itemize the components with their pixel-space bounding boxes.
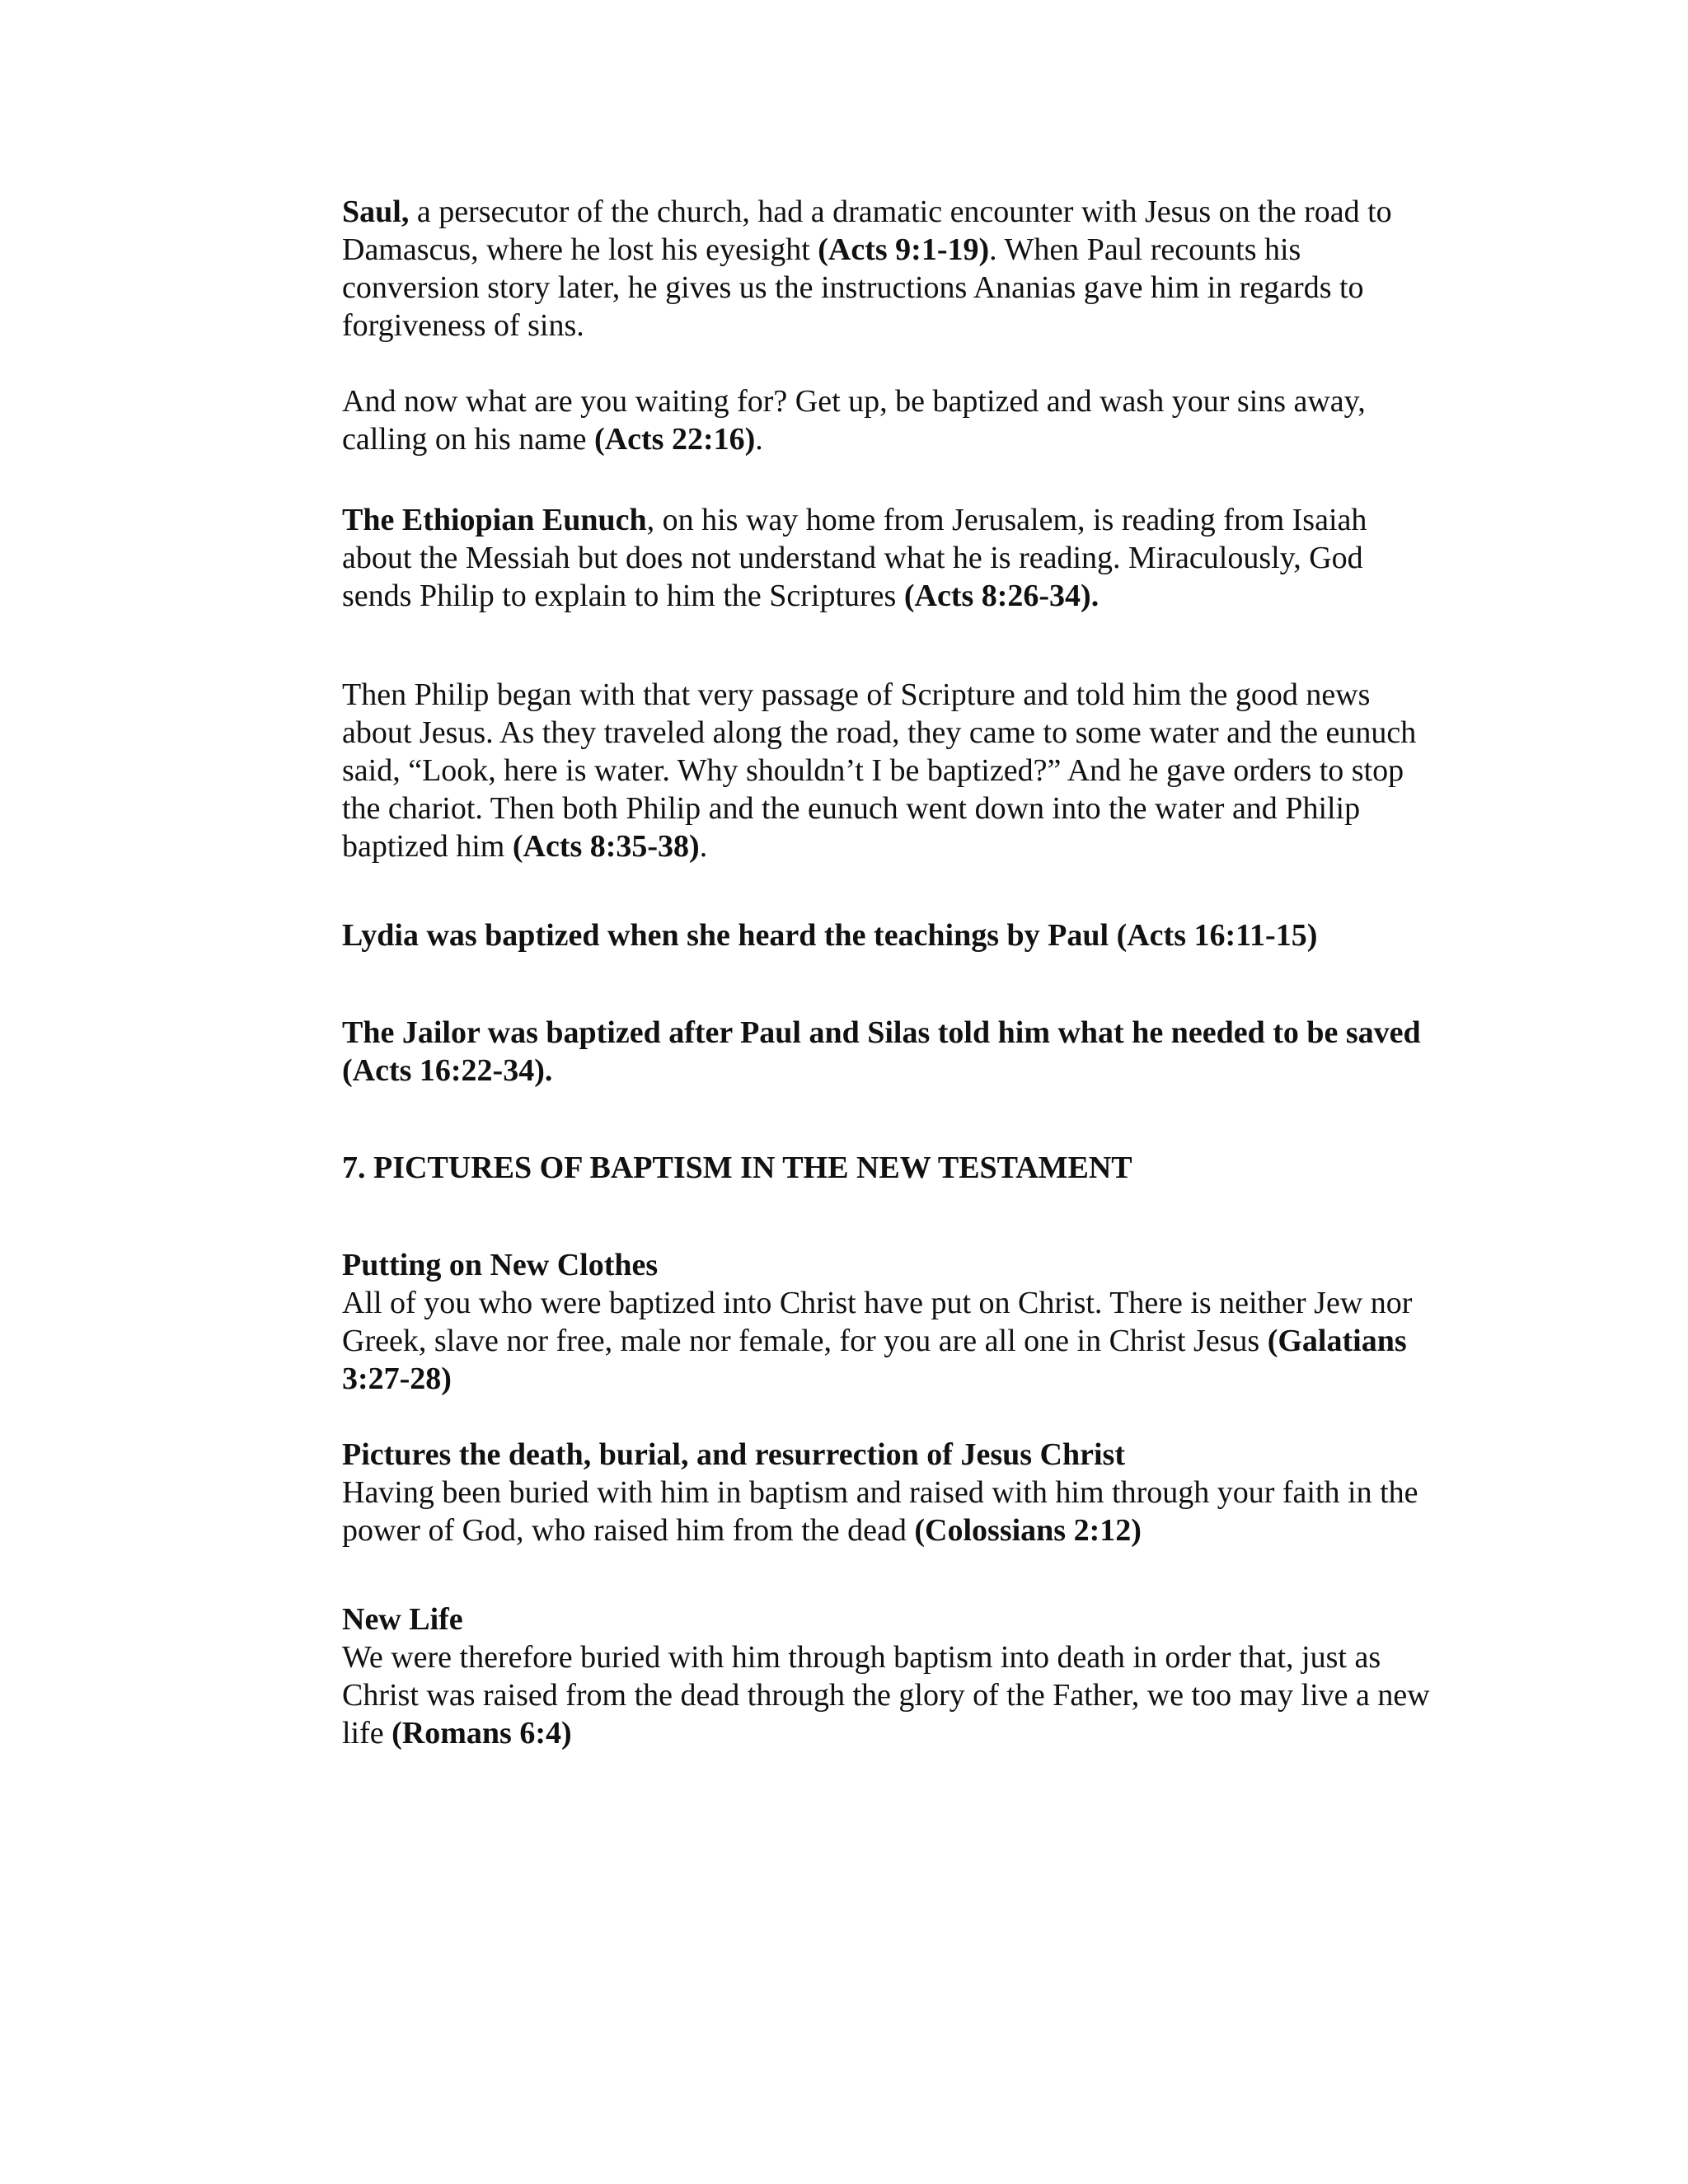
ananias-quote-paragraph — [342, 382, 1430, 458]
philip-quote-paragraph — [342, 676, 1430, 865]
document-body — [342, 193, 1430, 1752]
new-life-text: We were therefore buried with him through baptism into death in order that, just as Christ was raised from the dead through the glory of the Father, we too may live a new life — [342, 1640, 1430, 1750]
eunuch-name: The Ethiopian Eunuch — [342, 503, 647, 537]
philip-quote-reference: (Acts 8:35-38) — [512, 829, 700, 864]
clothes-heading: Putting on New Clothes — [342, 1248, 659, 1282]
saul-paragraph — [342, 193, 1430, 344]
death-burial-section — [342, 1436, 1430, 1549]
saul-text-2: . When Paul recounts his conversion story later, he gives us the instructions Ananias gave him in regards to forgiveness of sins. — [342, 232, 1364, 343]
ananias-quote-text: And now what are you waiting for? Get up, be baptized and wash your sins away, calling on his name — [342, 384, 1366, 457]
jailor-statement: The Jailor was baptized after Paul and Silas told him what he needed to be saved (Acts 16:22-34). — [342, 1015, 1421, 1088]
death-burial-paragraph — [342, 1474, 1430, 1549]
clothes-reference: (Galatians 3:27-28) — [342, 1324, 1407, 1396]
new-life-section — [342, 1601, 1430, 1752]
death-burial-heading: Pictures the death, burial, and resurrection of Jesus Christ — [342, 1437, 1125, 1472]
death-burial-reference: (Colossians 2:12) — [914, 1513, 1142, 1548]
new-life-heading: New Life — [342, 1602, 463, 1637]
clothes-section — [342, 1246, 1430, 1398]
philip-quote-text: Then Philip began with that very passage of Scripture and told him the good news about Jesus. As they traveled along the road, they came to some water and the eunuch said, “Look, here is water. Why shouldn’t I be baptized?” And he gave orders to stop the chariot. Then both Philip and the eunuch went down into the water and Philip baptized him — [342, 677, 1417, 864]
death-burial-text: Having been buried with him in baptism and raised with him through your faith in the power of God, who raised him from the dead — [342, 1475, 1418, 1548]
ananias-quote-end: . — [755, 422, 763, 457]
saul-reference: (Acts 9:1-19) — [818, 232, 990, 267]
philip-quote-end: . — [699, 829, 708, 864]
saul-name: Saul, — [342, 194, 410, 229]
ananias-quote-reference: (Acts 22:16) — [594, 422, 756, 457]
eunuch-reference: (Acts 8:26-34). — [903, 579, 1100, 613]
eunuch-paragraph — [342, 501, 1430, 615]
eunuch-text: , on his way home from Jerusalem, is reading from Isaiah about the Messiah but does not understand what he is reading. Miraculously, God sends Philip to explain to him the Scriptures — [342, 503, 1367, 613]
clothes-text: All of you who were baptized into Christ have put on Christ. There is neither Jew nor Greek, slave nor free, male nor female, for you are all one in Christ Jesus — [342, 1286, 1413, 1358]
new-life-paragraph — [342, 1638, 1430, 1752]
lydia-statement: Lydia was baptized when she heard the teachings by Paul (Acts 16:11-15) — [342, 918, 1318, 953]
section-heading: 7. PICTURES OF BAPTISM IN THE NEW TESTAMENT — [342, 1151, 1132, 1185]
saul-text-1: a persecutor of the church, had a dramatic encounter with Jesus on the road to Damascus, where he lost his eyesight — [342, 194, 1392, 267]
new-life-reference: (Romans 6:4) — [392, 1716, 572, 1750]
clothes-paragraph — [342, 1284, 1430, 1398]
